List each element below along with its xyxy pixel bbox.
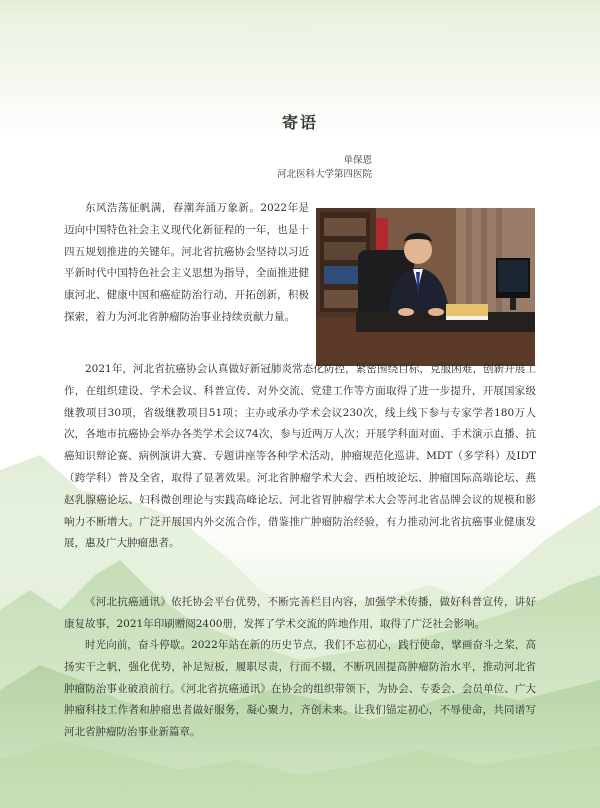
page-title: 寄语 (281, 113, 318, 132)
author-affiliation: 河北医科大学第四医院 (276, 169, 372, 180)
paragraph-newsletter: 《河北抗癌通讯》依托协会平台优势，不断完善栏目内容，加强学术传播，做好科普宣传，讲好康复故事，2021年印刷赠阅2400册，发挥了学术交流的阵地作用，取得了广泛社会影响。 (64, 596, 536, 630)
author-block (277, 154, 372, 182)
paragraph-intro: 东风浩荡征帆满，春潮奔涌万象新。2022年是迈向中国特色社会主义现代化新征程的一年，也是十四五规划推进的关键年。河北省抗癌协会坚持以习近平新时代中国特色社会主义思想为指导，全面推进健康河北、健康中国和癌症防治行动，开拓创新，积极探索，着力为河北省肿瘤防治事业持续贡献力量。 (64, 202, 309, 323)
author-photo (316, 208, 535, 366)
author-name: 单保恩 (343, 155, 372, 166)
paragraph-outlook: 时光向前，奋斗停歇。2022年站在新的历史节点，我们不忘初心，践行使命，擘画奋斗之桨，高扬实干之帆，强化优势，补足短板，履职尽责，行而不辍，不断巩固提高肿瘤防治水平，推动河北省肿瘤防治事业破浪前行。《河北省抗癌通讯》在协会的组织带领下，为协会、专委会、会员单位、广大肿瘤科技工作者和肿瘤患者做好服务，凝心聚力，齐创未来。让我们锚定初心，不辱使命，共同谱写河北省肿瘤防治事业新篇章。 (64, 639, 536, 739)
paragraph-2021-review: 2021年，河北省抗癌协会认真做好新冠肺炎常态化防控，紧密围绕目标，克服困难，创新开展工作，在组织建设、学术会议、科普宣传、对外交流、党建工作等方面取得了进一步提升，开展国家级继教项目30项，省级继教项目51项；主办或承办学术会议230次，线上线下参与专家学者180万人次，各地市抗癌协会举办各类学术会议74次，参与近两万人次；开展学科面对面、手术演示直播、抗癌知识辩论赛、病例演讲大赛、专题讲座等各种学术活动，肿瘤规范化巡讲、MDT（多学科）及IDT（跨学科）普及全省，取得了显著效果。河北省肿瘤学术大会、西柏坡论坛、肿瘤国际高端论坛、燕赵乳腺癌论坛、妇科微创理论与实践高峰论坛、河北省胃肿瘤学术大会等河北省品牌会议的规模和影响力不断增大。广泛开展国内外交流合作，借鉴推广肿瘤防治经验，有力推动河北省抗癌事业健康发展，惠及广大肿瘤患者。 (64, 363, 536, 550)
